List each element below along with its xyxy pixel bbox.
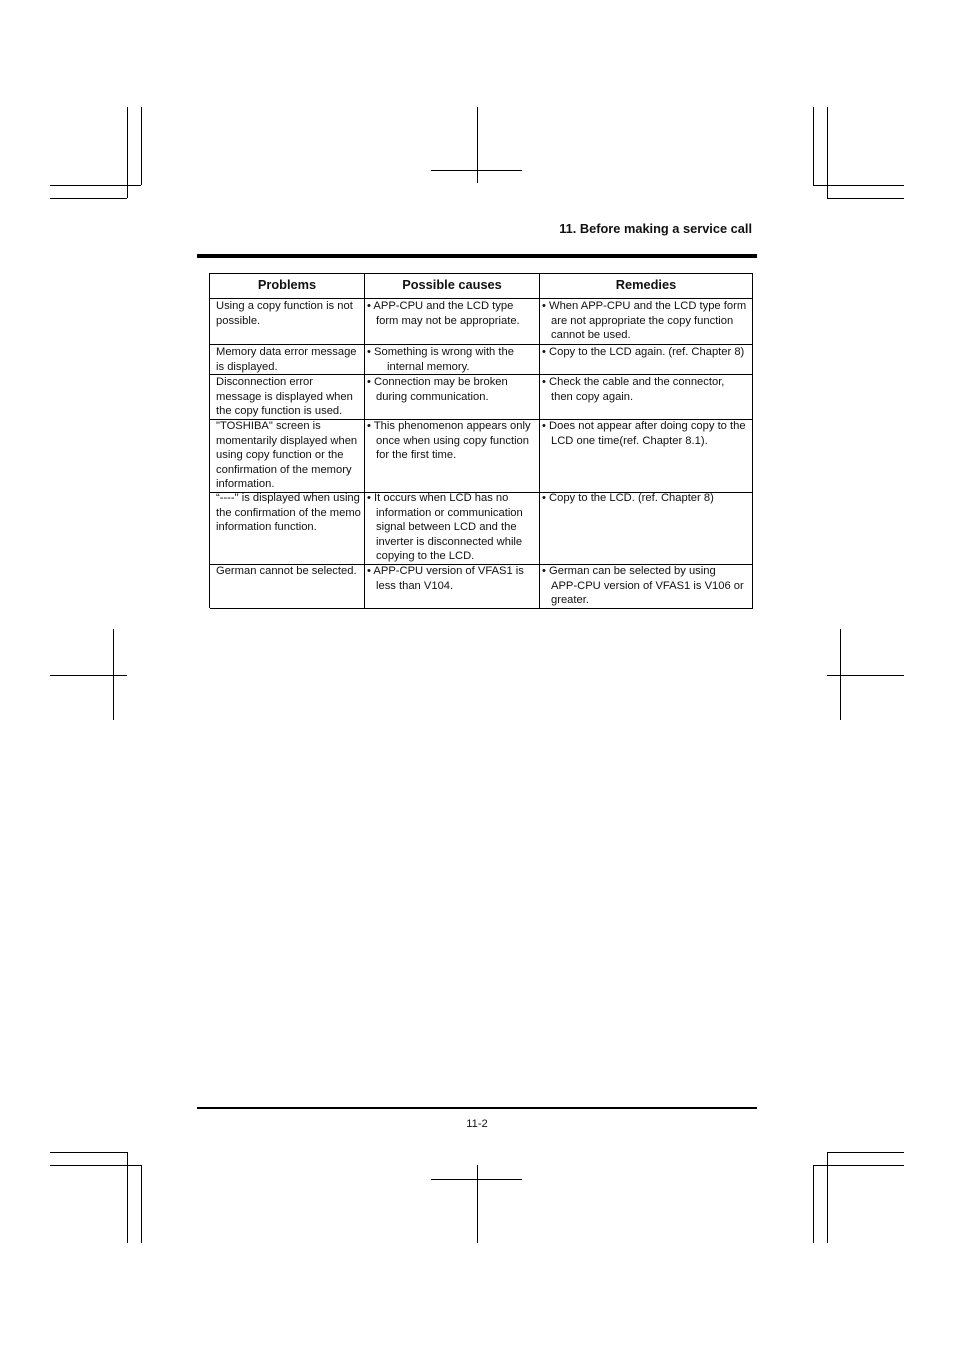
troubleshooting-table — [209, 273, 753, 608]
column-header-problems: Problems — [210, 274, 365, 299]
cause-line: form may not be appropriate. — [376, 314, 520, 327]
problem-line: information function. — [216, 521, 317, 533]
remedy-line: then copy again. — [551, 390, 634, 403]
cause-line: internal memory. — [387, 360, 470, 373]
remedy-cell — [540, 299, 753, 345]
remedy-cell — [540, 419, 753, 493]
problem-line: Disconnection error — [216, 376, 314, 388]
cause-line: during communication. — [376, 390, 489, 403]
remedy-line: • Does not appear after doing copy to the — [542, 420, 746, 432]
remedy-line: • Copy to the LCD again. (ref. Chapter 8) — [542, 346, 745, 358]
crop-mark-top-center — [431, 107, 522, 183]
header-rule — [197, 254, 757, 258]
problem-line: is displayed. — [216, 360, 278, 373]
crop-mark-bottom-center — [431, 1165, 522, 1243]
cause-line: • Something is wrong with the — [367, 346, 514, 358]
cause-line: once when using copy function — [376, 434, 529, 447]
cause-line: • It occurs when LCD has no — [367, 492, 509, 504]
remedy-line: • When APP-CPU and the LCD type form — [542, 300, 747, 312]
table-row — [210, 564, 753, 608]
problem-line: confirmation of the memory — [216, 463, 352, 476]
remedy-line: are not appropriate the copy function — [551, 314, 734, 327]
problem-line: message is displayed when — [216, 390, 353, 403]
crop-mark-top-left — [50, 107, 142, 199]
remedy-line: LCD one time(ref. Chapter 8.1). — [551, 434, 708, 447]
problem-cell — [210, 491, 365, 565]
problem-cell — [210, 419, 365, 493]
cause-line: • Connection may be broken — [367, 376, 508, 388]
problem-line: the confirmation of the memo — [216, 506, 361, 519]
table-header-row — [210, 274, 753, 299]
remedy-line: cannot be used. — [551, 329, 631, 341]
cause-cell — [365, 345, 540, 375]
remedy-cell — [540, 345, 753, 375]
remedy-line: APP-CPU version of VFAS1 is V106 or — [551, 579, 744, 592]
remedy-cell — [540, 375, 753, 420]
problem-line: the copy function is used. — [216, 405, 343, 417]
problem-line: German cannot be selected. — [216, 565, 357, 577]
column-header-possible-causes: Possible causes — [365, 274, 540, 299]
problem-line: information. — [216, 478, 275, 490]
cause-line: • This phenomenon appears only — [367, 420, 531, 432]
cause-cell — [365, 491, 540, 565]
table-row — [210, 375, 753, 419]
cause-line: for the first time. — [376, 449, 457, 461]
crop-mark-bottom-left — [50, 1152, 142, 1243]
problem-line: using copy function or the — [216, 449, 344, 461]
crop-mark-bottom-right — [813, 1152, 904, 1243]
remedy-cell — [540, 491, 753, 565]
problem-line: “----" is displayed when using — [216, 492, 360, 504]
footer-rule — [197, 1107, 757, 1109]
problem-cell — [210, 299, 365, 345]
problem-line: possible. — [216, 314, 261, 327]
crop-mark-middle-right — [827, 629, 904, 720]
table-row — [210, 299, 753, 345]
problem-line: Using a copy function is not — [216, 300, 353, 312]
problem-line: momentarily displayed when — [216, 434, 358, 447]
crop-mark-top-right — [813, 107, 904, 199]
cause-cell — [365, 419, 540, 493]
cause-line: • APP-CPU and the LCD type — [367, 300, 514, 312]
problem-cell — [210, 375, 365, 420]
cause-line: less than V104. — [376, 579, 454, 592]
crop-mark-middle-left — [50, 629, 127, 720]
remedy-cell — [540, 564, 753, 609]
cause-cell — [365, 564, 540, 609]
cause-line: • APP-CPU version of VFAS1 is — [367, 565, 524, 577]
table-row — [210, 345, 753, 375]
problem-line: Memory data error message — [216, 346, 357, 358]
remedy-line: greater. — [551, 594, 589, 606]
problem-cell — [210, 345, 365, 375]
remedy-line: • Check the cable and the connector, — [542, 376, 725, 388]
page-number: 11-2 — [466, 1118, 488, 1130]
problem-cell — [210, 564, 365, 609]
table-row — [210, 419, 753, 491]
remedy-line: • German can be selected by using — [542, 565, 716, 577]
cause-line: inverter is disconnected while — [376, 535, 523, 548]
cause-cell — [365, 299, 540, 345]
section-title: 11. Before making a service call — [559, 221, 752, 236]
cause-line: copying to the LCD. — [376, 550, 475, 562]
column-header-remedies: Remedies — [540, 274, 753, 299]
problem-line: "TOSHIBA" screen is — [216, 420, 321, 432]
cause-line: signal between LCD and the — [376, 521, 517, 533]
cause-cell — [365, 375, 540, 420]
table-row — [210, 491, 753, 564]
cause-line: information or communication — [376, 506, 523, 519]
remedy-line: • Copy to the LCD. (ref. Chapter 8) — [542, 492, 714, 504]
